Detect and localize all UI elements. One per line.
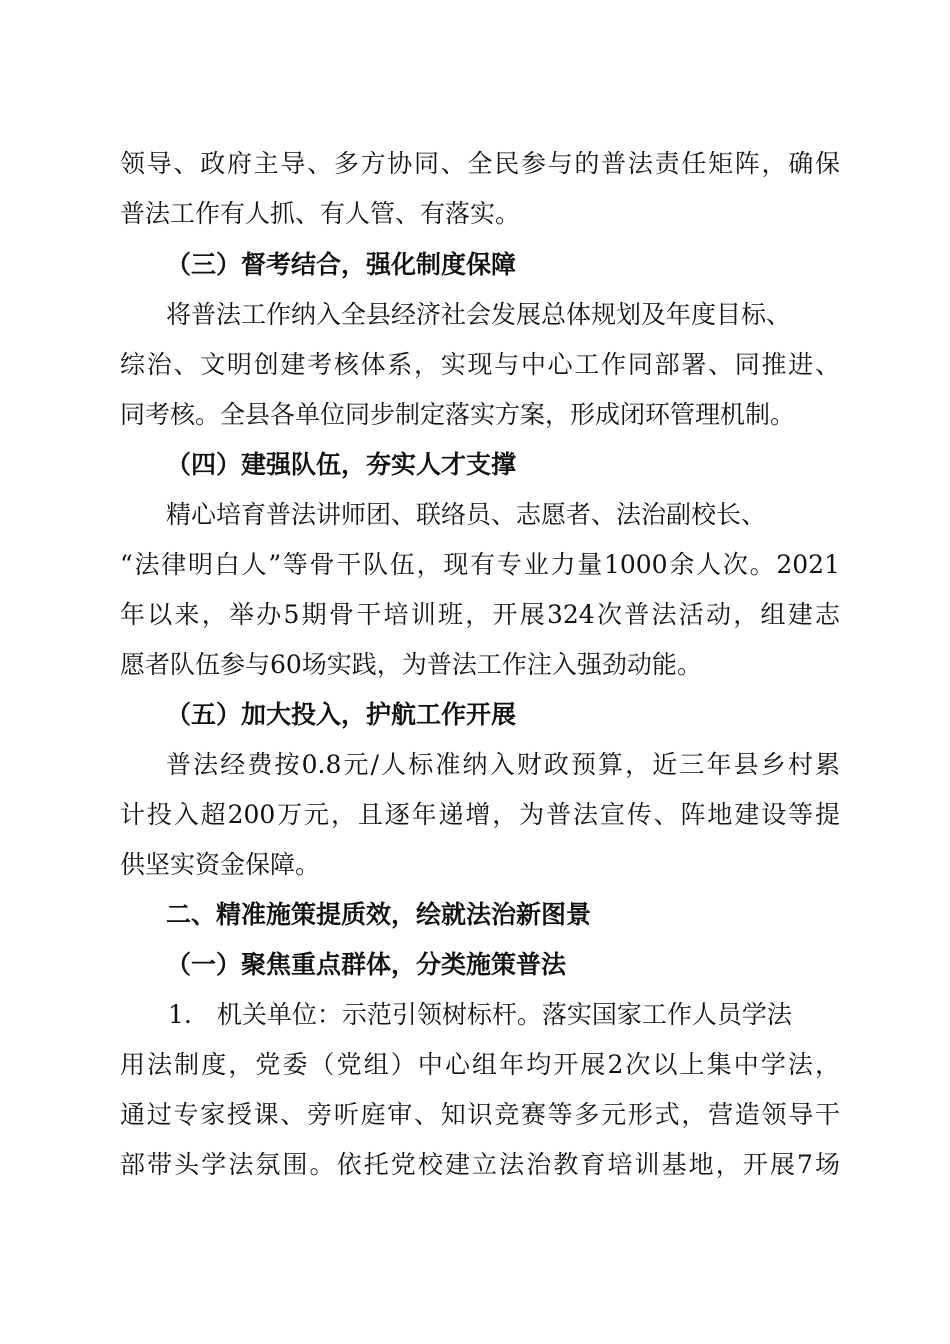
paragraph-line: 领导、政府主导、多方协同、全民参与的普法责任矩阵，确保 [120, 149, 840, 178]
section-heading: （五）加大投入，护航工作开展 [166, 700, 517, 729]
paragraph-line: 用法制度，党委（党组）中心组年均开展2次以上集中学法， [120, 1050, 840, 1079]
paragraph-line: 普法经费按0.8元/人标准纳入财政预算，近三年县乡村累 [166, 750, 840, 779]
paragraph-line: 年以来，举办5期骨干培训班，开展324次普法活动，组建志 [120, 600, 840, 629]
section-heading: （一）聚焦重点群体，分类施策普法 [166, 950, 567, 979]
section-heading: （三）督考结合，强化制度保障 [166, 250, 517, 279]
paragraph-line: 同考核。全县各单位同步制定落实方案，形成闭环管理机制。 [120, 400, 796, 429]
paragraph-line: 综治、文明创建考核体系，实现与中心工作同部署、同推进、 [120, 350, 840, 379]
paragraph-line: 普法工作有人抓、有人管、有落实。 [120, 199, 521, 228]
paragraph-line: 愿者队伍参与60场实践，为普法工作注入强劲动能。 [120, 650, 702, 679]
paragraph-line: 精心培育普法讲师团、联络员、志愿者、法治副校长、 [166, 500, 767, 529]
paragraph-line: 通过专家授课、旁听庭审、知识竞赛等多元形式，营造领导干 [120, 1100, 840, 1129]
paragraph-line: 将普法工作纳入全县经济社会发展总体规划及年度目标、 [166, 300, 792, 329]
paragraph-line: 供坚实资金保障。 [120, 850, 321, 879]
paragraph-line: 1. 机关单位：示范引领树标杆。落实国家工作人员学法 [168, 1000, 792, 1029]
section-heading: （四）建强队伍，夯实人才支撑 [166, 450, 517, 479]
paragraph-line: 计投入超200万元，且逐年递增，为普法宣传、阵地建设等提 [120, 800, 840, 829]
paragraph-line: 部带头学法氛围。依托党校建立法治教育培训基地，开展7场 [120, 1150, 840, 1179]
paragraph-line: “法律明白人”等骨干队伍，现有专业力量1000余人次。2021 [120, 550, 840, 579]
chapter-heading: 二、精准施策提质效，绘就法治新图景 [166, 900, 592, 929]
